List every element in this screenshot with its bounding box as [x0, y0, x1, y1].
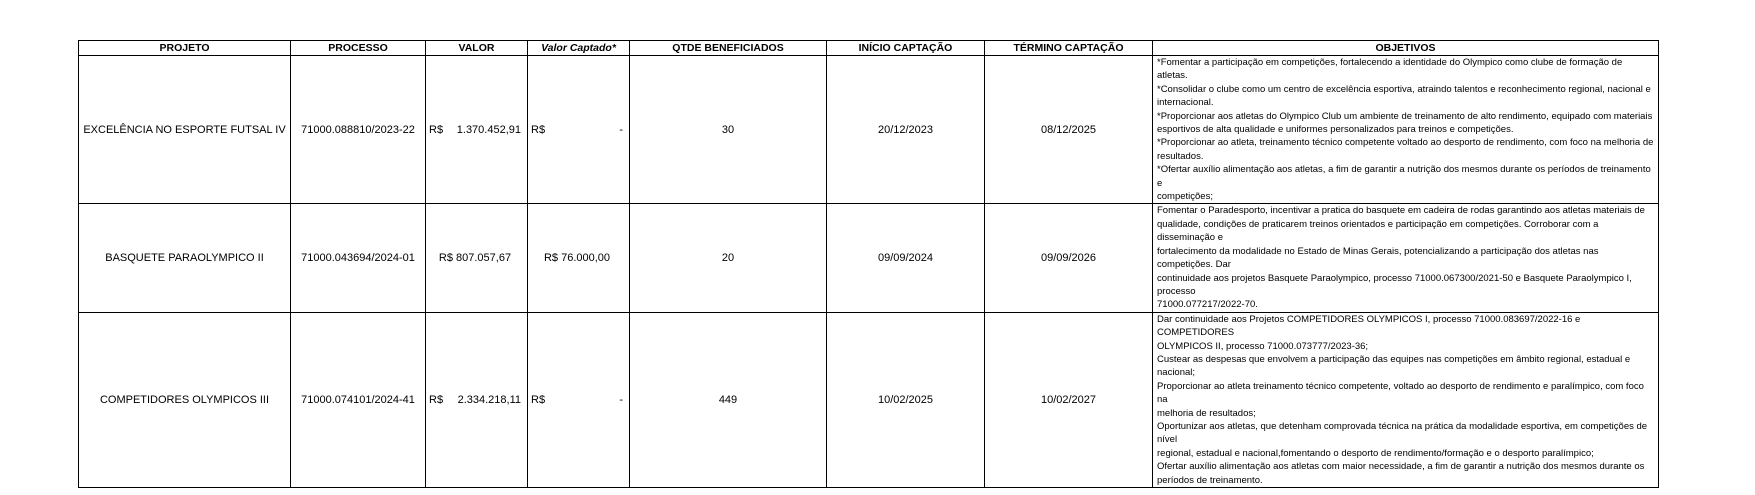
cell-valor — [426, 312, 528, 487]
captado-currency: R$ — [531, 393, 546, 406]
cell-projeto: COMPETIDORES OLYMPICOS III — [79, 312, 291, 487]
objetivos-text: Dar continuidade aos Projetos COMPETIDORES OLYMPICOS I, processo 71000.083697/2022-16 e COMPETIDORES OLYMPICOS II, processo 71000.073777/2023-36; Custear as despesas que envolvem a participação das equipes nas competições em âmbito regional, estadual e nacional; Proporcionar ao atleta treinamento técnico competente, voltado ao desporto de rendimento e paralímpico, com foco na melhoria de resultados; Oportunizar aos atletas, que detenham comprovada técnica na prática da modalidade esportiva, em competições de nível regional, estadual e nacional,fomentando o desporto de rendimento/formação e o desporto paralímpico; Ofertar auxílio alimentação aos atletas com maior necessidade, a fim de garantir a nutrição dos mesmos durante os períodos de treinamento. — [1157, 313, 1648, 486]
cell-objetivos — [1153, 56, 1659, 204]
header-termino-captacao: TÉRMINO CAPTAÇÃO — [985, 41, 1153, 56]
captado-full: R$ 76.000,00 — [543, 252, 611, 265]
header-row — [79, 41, 1659, 56]
header-valor-captado: Valor Captado* — [528, 41, 630, 56]
cell-termino: 10/02/2027 — [985, 312, 1153, 487]
header-valor: VALOR — [426, 41, 528, 56]
table-row — [79, 312, 1659, 487]
cell-valor — [426, 56, 528, 204]
cell-valor-captado — [528, 56, 630, 204]
header-processo: PROCESSO — [291, 41, 426, 56]
cell-inicio: 10/02/2025 — [827, 312, 985, 487]
header-objetivos: OBJETIVOS — [1153, 41, 1659, 56]
objetivos-text: Fomentar o Paradesporto, incentivar a pratica do basquete em cadeira de rodas garantindo aos atletas materiais de qualidade, condições de praticarem treinos orientados e participação em competições. Corroborar com a disseminação e fortalecimento da modalidade no Estado de Minas Gerais, potencializando a participação dos atletas nas competições. Dar continuidade aos projetos Basquete Paraolympico, processo 71000.067300/2021-50 e Basquete Paraolympico I, processo 71000.077217/2022-70. — [1157, 205, 1645, 311]
cell-termino: 09/09/2026 — [985, 204, 1153, 312]
cell-processo: 71000.088810/2023-22 — [291, 56, 426, 204]
cell-valor-captado — [528, 204, 630, 312]
cell-valor — [426, 204, 528, 312]
valor-amount: 1.370.452,91 — [456, 123, 521, 136]
projects-table — [78, 40, 1659, 488]
valor-currency: R$ — [429, 393, 444, 406]
cell-qtde: 30 — [630, 56, 827, 204]
cell-qtde: 20 — [630, 204, 827, 312]
cell-valor-captado — [528, 312, 630, 487]
header-inicio-captacao: INÍCIO CAPTAÇÃO — [827, 41, 985, 56]
header-qtde-beneficiados: QTDE BENEFICIADOS — [630, 41, 827, 56]
header-projeto: PROJETO — [79, 41, 291, 56]
cell-inicio: 20/12/2023 — [827, 56, 985, 204]
table-row — [79, 56, 1659, 204]
cell-qtde: 449 — [630, 312, 827, 487]
valor-full: R$ 807.057,67 — [438, 252, 512, 265]
cell-projeto: BASQUETE PARAOLYMPICO II — [79, 204, 291, 312]
cell-objetivos — [1153, 312, 1659, 487]
valor-amount: 2.334.218,11 — [457, 393, 521, 406]
captado-amount: - — [619, 393, 623, 406]
captado-amount: - — [619, 123, 623, 136]
cell-termino: 08/12/2025 — [985, 56, 1153, 204]
table-row — [79, 204, 1659, 312]
cell-projeto: EXCELÊNCIA NO ESPORTE FUTSAL IV — [79, 56, 291, 204]
valor-currency: R$ — [429, 123, 444, 136]
cell-objetivos — [1153, 204, 1659, 312]
cell-processo: 71000.074101/2024-41 — [291, 312, 426, 487]
cell-inicio: 09/09/2024 — [827, 204, 985, 312]
captado-currency: R$ — [531, 123, 546, 136]
cell-processo: 71000.043694/2024-01 — [291, 204, 426, 312]
objetivos-text: *Fomentar a participação em competições, fortalecendo a identidade do Olympico como clube de formação de atletas. *Consolidar o clube como um centro de excelência esportiva, atraindo talentos e reconhecimento regional, nacional e internacional. *Proporcionar aos atletas do Olympico Club um ambiente de treinamento de alto rendimento, equipado com materiais esportivos de alta qualidade e uniformes personalizados para treinos e competições. *Proporcionar ao atleta, treinamento técnico competente voltado ao desporto de rendimento, com foco na melhoria de resultados. *Ofertar auxílio alimentação aos atletas, a fim de garantir a nutrição dos mesmos durante os períodos de treinamento e competições; — [1157, 57, 1654, 203]
